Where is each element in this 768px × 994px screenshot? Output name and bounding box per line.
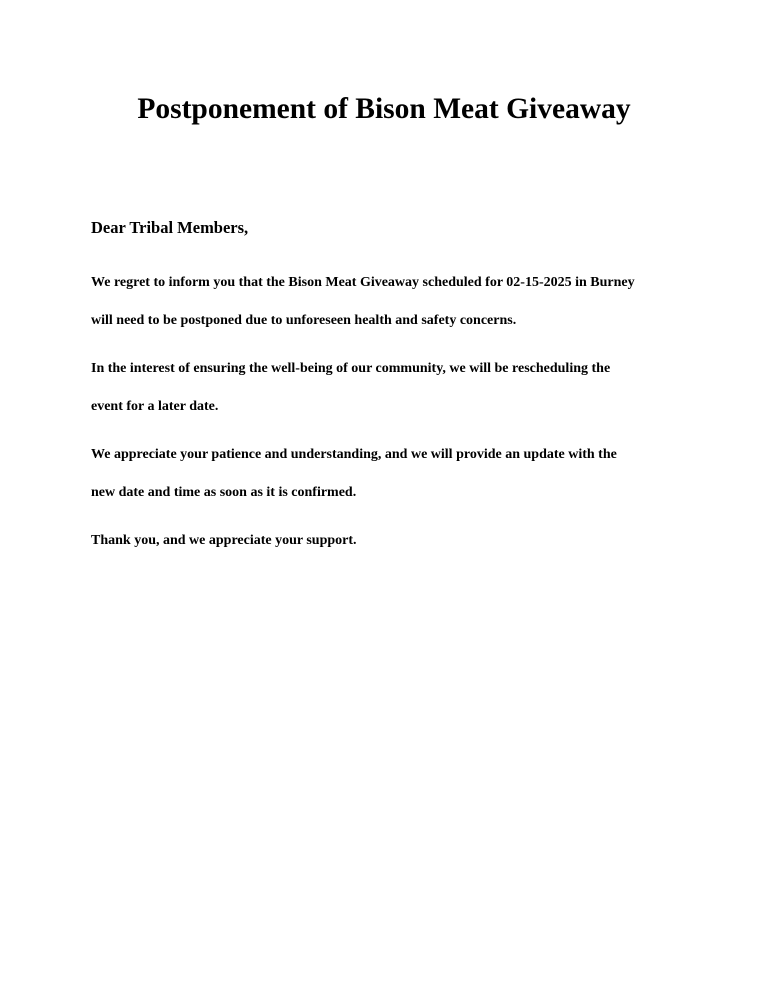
paragraph-line: Thank you, and we appreciate your support. bbox=[91, 533, 357, 548]
salutation: Dear Tribal Members, bbox=[91, 218, 249, 237]
paragraph-line: We regret to inform you that the Bison Meat Giveaway scheduled for 02-15-2025 in Burney bbox=[91, 275, 635, 290]
paragraph-closing bbox=[91, 532, 691, 550]
paragraph-line: We appreciate your patience and understanding, and we will provide an update with the bbox=[91, 447, 617, 462]
paragraph-line: In the interest of ensuring the well-being of our community, we will be rescheduling the bbox=[91, 361, 611, 376]
document-title: Postponement of Bison Meat Giveaway bbox=[137, 93, 631, 125]
paragraph-update-promise bbox=[91, 446, 691, 502]
paragraph-rescheduling bbox=[91, 360, 691, 416]
paragraph-postponement-notice bbox=[91, 274, 691, 330]
paragraph-line: event for a later date. bbox=[91, 399, 219, 414]
paragraph-line: new date and time as soon as it is confirmed. bbox=[91, 485, 357, 500]
paragraph-line: will need to be postponed due to unforeseen health and safety concerns. bbox=[91, 313, 517, 328]
